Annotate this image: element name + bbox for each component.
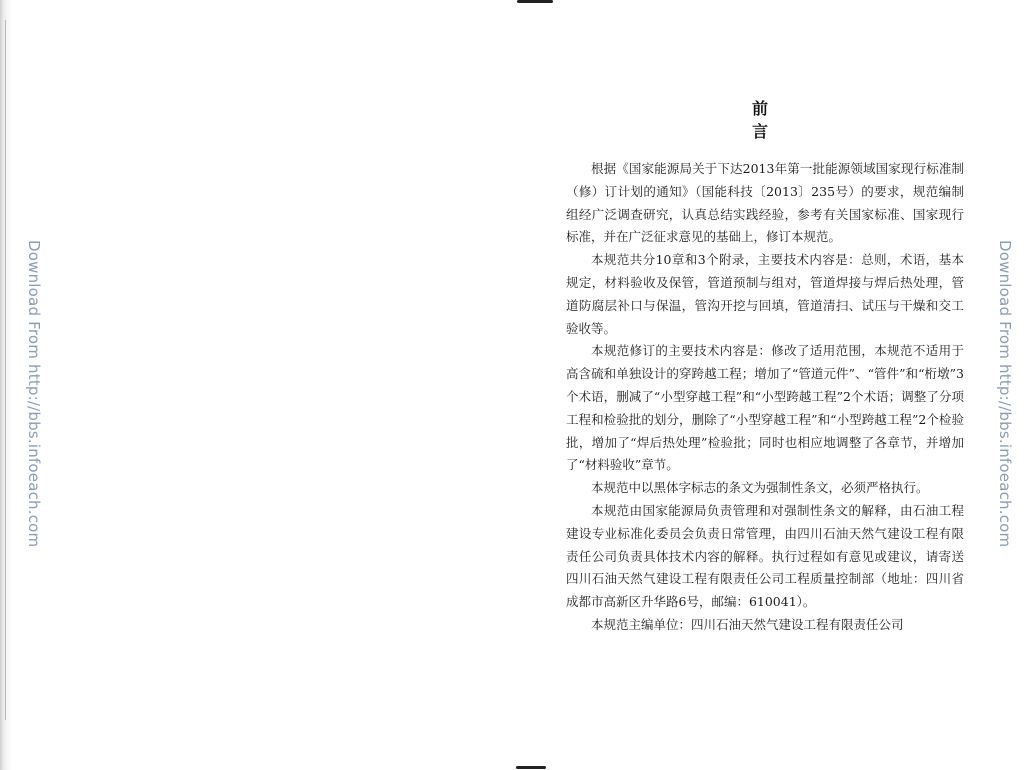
paragraph-mandatory: 本规范中以黑体字标志的条文为强制性条文，必须严格执行。 bbox=[591, 480, 929, 496]
scan-mark-top bbox=[517, 0, 553, 3]
paragraph-structure: 本规范共分10章和3个附录，主要技术内容是：总则，术语，基本规定，材料验收及保管，管道预制与组对，管道焊接与焊后热处理，管道防腐层补口与保温，管沟开挖与回填，管道清扫、试压与干燥和交工验收等。 bbox=[566, 252, 964, 336]
page-binding-edge bbox=[0, 0, 12, 770]
preface-body bbox=[566, 158, 964, 637]
watermark-left: Download From http://bbs.infoeach.com bbox=[25, 240, 43, 548]
binding-line bbox=[5, 20, 6, 720]
paragraph-basis: 根据《国家能源局关于下达2013年第一批能源领域国家现行标准制（修）订计划的通知》（国能科技〔2013〕235号）的要求，规范编制组经广泛调查研究，认真总结实践经验，参考有关国家标准、国家现行标准，并在广泛征求意见的基础上，修订本规范。 bbox=[566, 161, 964, 245]
paragraph-revisions: 本规范修订的主要技术内容是：修改了适用范围，本规范不适用于高含硫和单独设计的穿跨越工程；增加了“管道元件”、“管件”和“桁墩”3个术语，删减了“小型穿越工程”和“小型跨越工程”2个术语；调整了分项工程和检验批的划分，删除了“小型穿越工程”和“小型跨越工程”2个检验批，增加了“焊后热处理”检验批；同时也相应地调整了各章节，并增加了“材料验收”章节。 bbox=[566, 343, 964, 473]
page-title: 前 言 bbox=[751, 99, 857, 141]
watermark-right: Download From http://bbs.infoeach.com bbox=[996, 240, 1014, 548]
scan-mark-bottom bbox=[516, 766, 546, 769]
paragraph-editor: 本规范主编单位：四川石油天然气建设工程有限责任公司 bbox=[591, 616, 904, 632]
paragraph-management: 本规范由国家能源局负责管理和对强制性条文的解释，由石油工程建设专业标准化委员会负责日常管理，由四川石油天然气建设工程有限责任公司负责具体技术内容的解释。执行过程如有意见或建议，请寄送四川石油天然气建设工程有限责任公司工程质量控制部（地址：四川省成都市高新区升华路6号，邮编：610041）。 bbox=[566, 502, 964, 610]
